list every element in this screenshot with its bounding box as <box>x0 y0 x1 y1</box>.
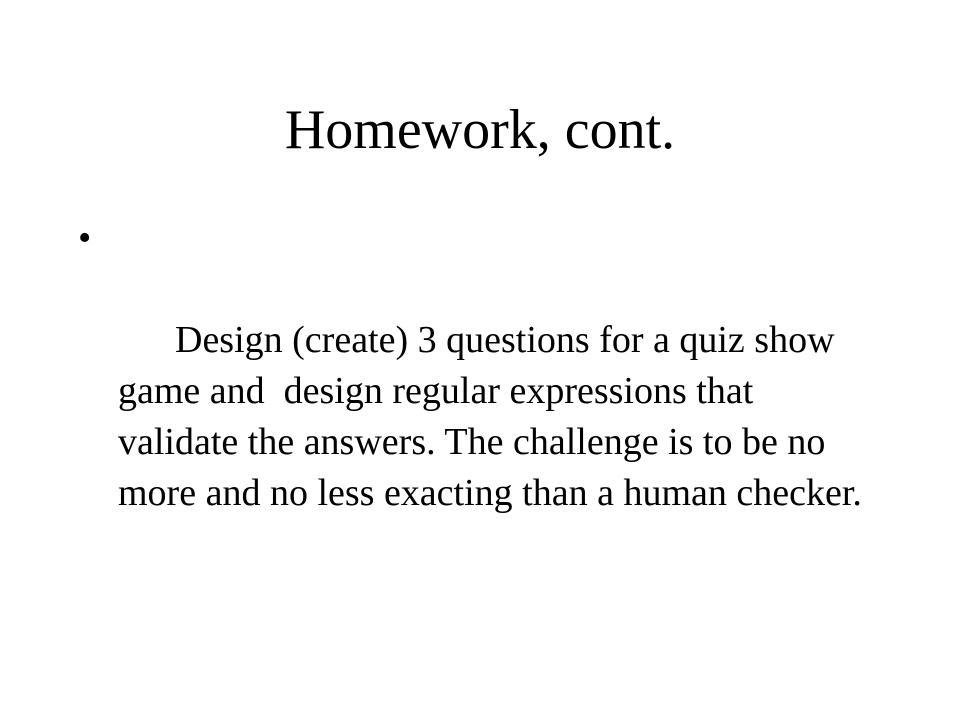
slide-title: Homework, cont. <box>284 99 676 161</box>
bullet-text: Design (create) 3 questions for a quiz show game and design regular expressions that validate the answers. The challenge is to be no more and no less exacting than a human checker. <box>118 319 862 514</box>
bullet-dot-icon: • <box>78 217 92 259</box>
bullet-list <box>78 213 878 570</box>
bullet-item <box>78 213 878 570</box>
